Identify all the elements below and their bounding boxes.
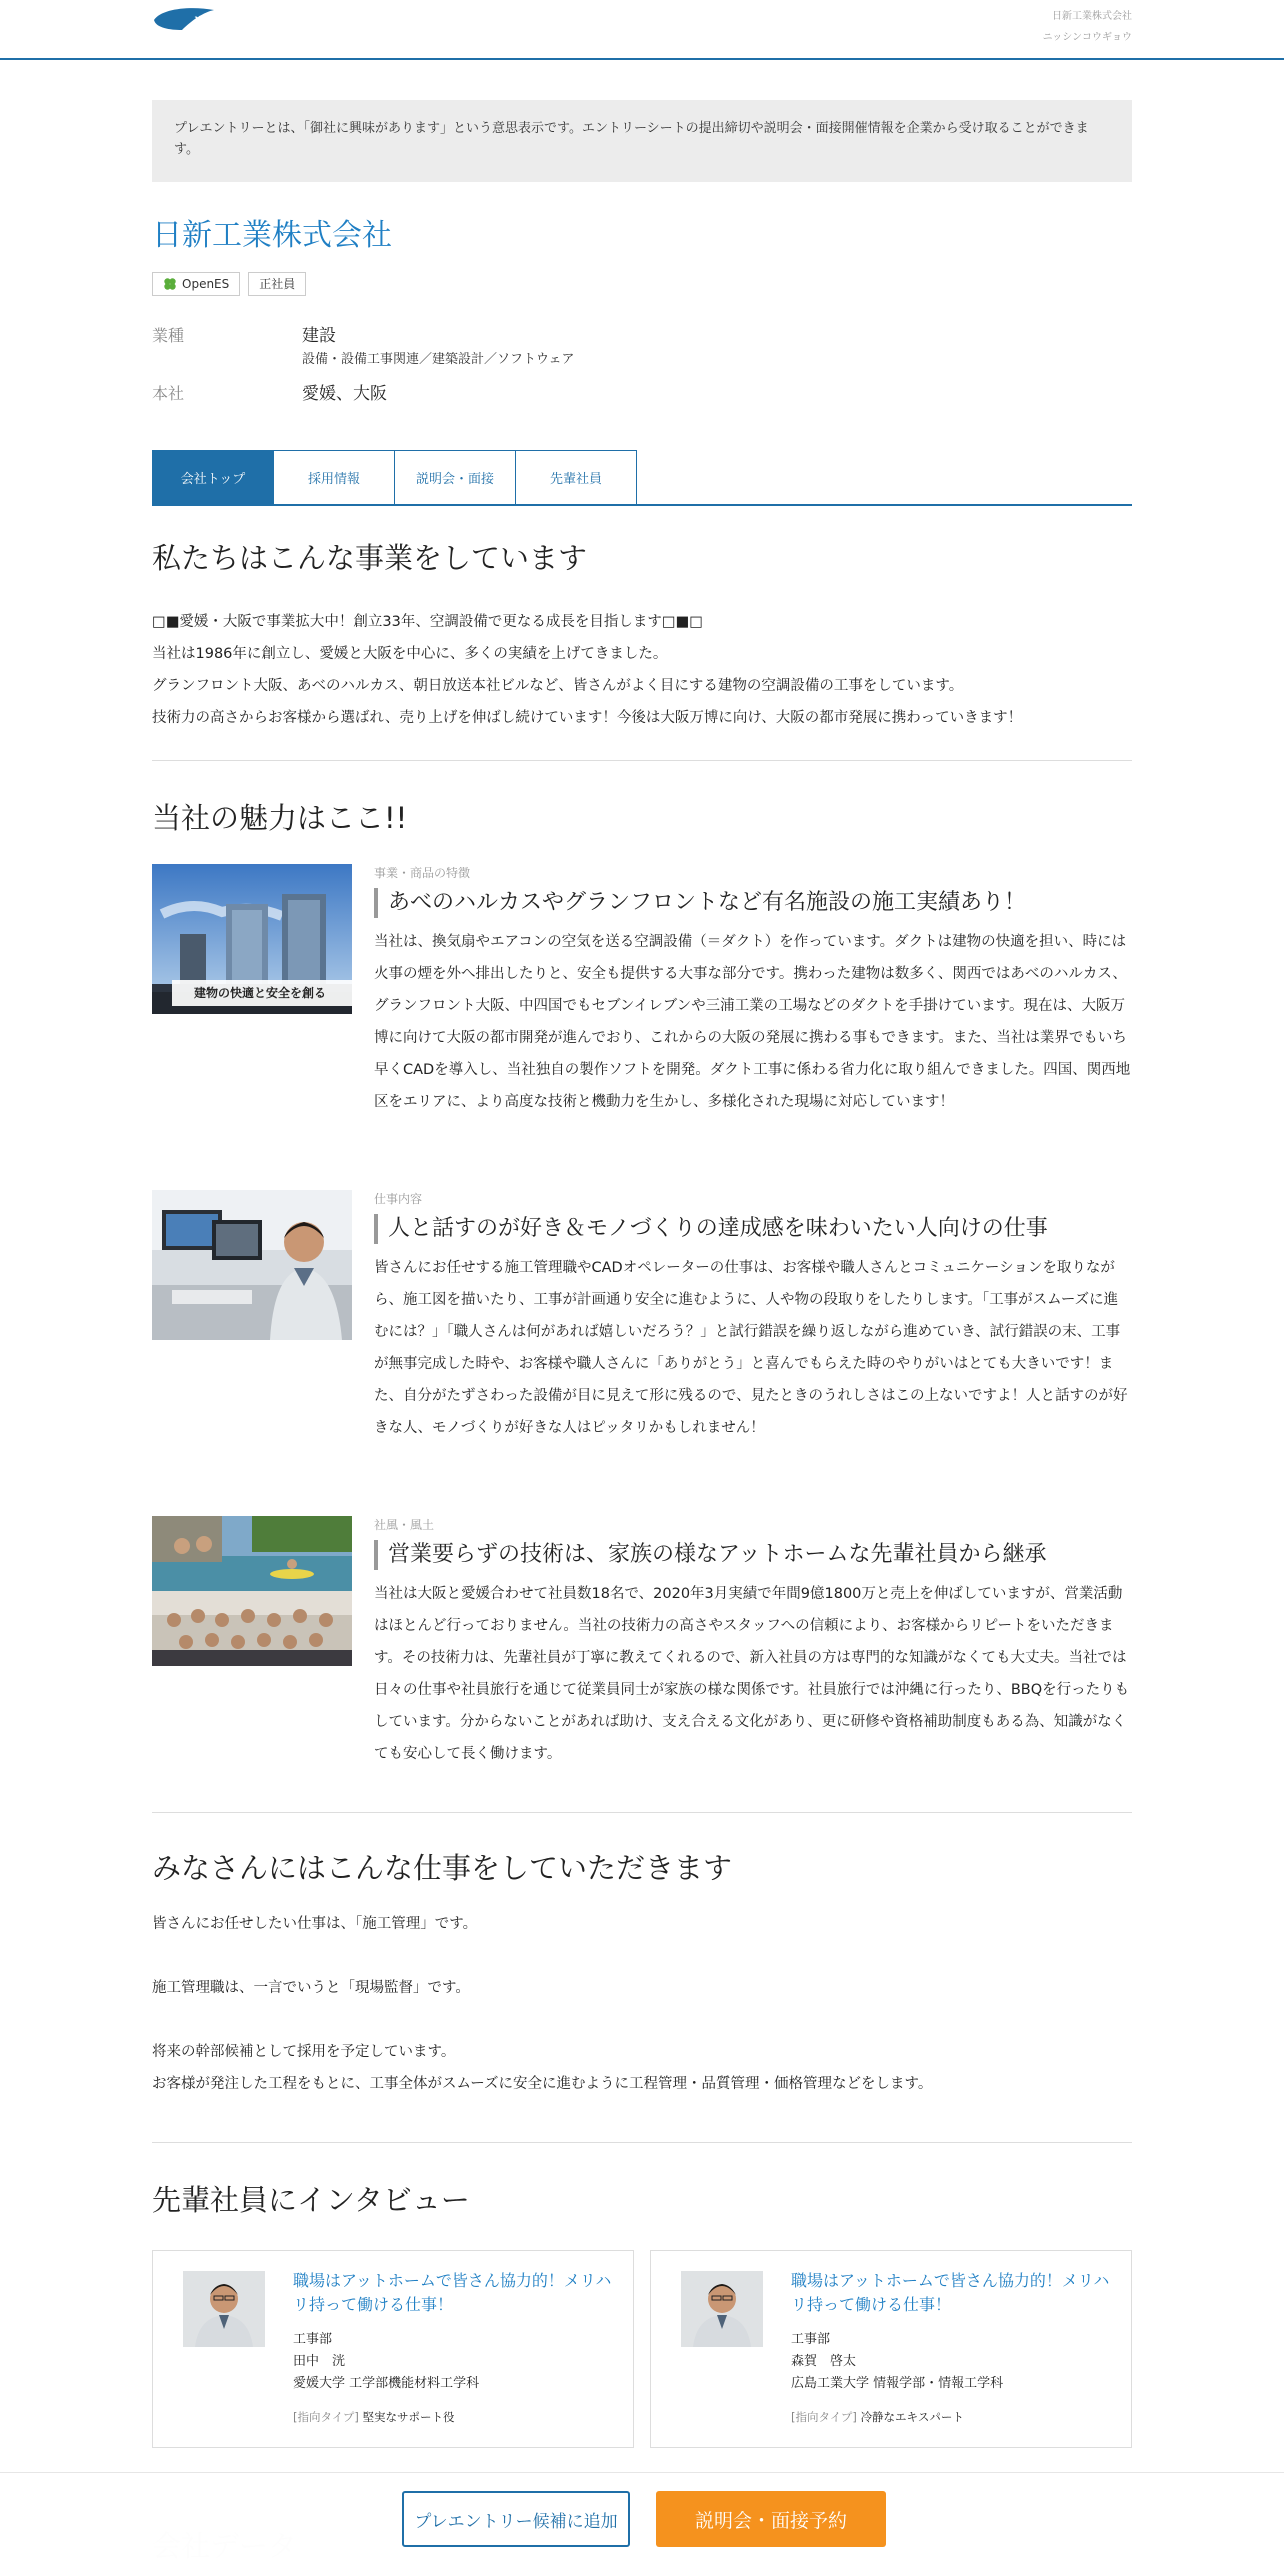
interview-title-link[interactable]: 職場はアットホームで皆さん協力的！メリハリ持って働ける仕事！ (791, 2271, 1110, 2314)
preentry-add-button[interactable]: プレエントリー候補に追加 (402, 2491, 630, 2547)
business-line: グランフロント大阪、あべのハルカス、朝日放送本社ビルなど、皆さんがよく目にする建物の空調設備の工事をしています。 (152, 678, 964, 694)
type-key: [指向タイプ] (791, 2410, 857, 2424)
feature-1-caption: 建物の快適と安全を創る (193, 986, 326, 1000)
rikunabi-logo[interactable] (152, 4, 302, 34)
feature-2 (152, 1190, 1132, 1444)
interview-card-body (293, 2269, 613, 2427)
svg-text:リクナビ2024: リクナビ2024 (192, 15, 280, 30)
tab-recruit-info[interactable]: 採用情報 (273, 450, 395, 504)
business-line: □■愛媛・大阪で事業拡大中！創立33年、空調設備で更なる成長を目指します□■□ (152, 614, 703, 630)
work-line: 施工管理職は、一言でいうと「現場監督」です。 (152, 1980, 470, 1996)
tag-label: OpenES (182, 277, 230, 291)
employee-photo (681, 2271, 763, 2347)
tag-fulltime (248, 272, 306, 296)
feature-2-image (152, 1190, 352, 1340)
feature-2-category: 仕事内容 (374, 1192, 423, 1206)
header-company-kana: ニッシンコウギョウ (1042, 32, 1132, 43)
feature-2-body (374, 1190, 1132, 1444)
employee-type (293, 2407, 613, 2427)
feature-3-image (152, 1516, 352, 1666)
feature-1-text: 当社は、換気扇やエアコンの空気を送る空調設備（＝ダクト）を作っています。ダクトは建物の快適を担い、時には火事の煙を外へ排出したりと、安全も提供する大事な部分です。携わった建物は数多く、関西ではあべのハルカス、グランフロント大阪、中四国でもセブンイレブンや三浦工業の工場などのダクトを手掛けています。現在は、大阪万博に向けて大阪の都市開発が進んでおり、これからの大阪の発展に携わる事もできます。また、当社は業界でもいち早くCADを導入し、当社独自の製作ソフトを開発。ダクト工事に係わる省力化に取り組んできました。四国、関西地区をエリアに、より高度な技術と機動力を生かし、多様化された現場に対応しています！ (374, 934, 1131, 1110)
appeal-title: 当社の魅力はここ!! (152, 801, 408, 835)
tab-seniors[interactable]: 先輩社員 (515, 450, 637, 504)
company-name: 日新工業株式会社 (152, 218, 392, 253)
tab-company-top[interactable]: 会社トップ (152, 450, 274, 504)
feature-1 (152, 864, 1132, 1118)
tag-openes (152, 272, 240, 296)
employee-type (791, 2407, 1111, 2427)
employee-dept: 工事部 (293, 2332, 333, 2347)
type-key: [指向タイプ] (293, 2410, 359, 2424)
feature-1-body (374, 864, 1132, 1118)
work-line: お客様が発注した工程をもとに、工事全体がスムーズに安全に進むように工程管理・品質管理・価格管理などをします。 (152, 2076, 933, 2092)
divider (152, 2142, 1132, 2143)
interview-card-body (791, 2269, 1111, 2427)
business-title: 私たちはこんな事業をしています (152, 541, 588, 575)
feature-3-body (374, 1516, 1132, 1770)
interview-cards (152, 2250, 1132, 2448)
employee-school: 広島工業大学 情報学部・情報工学科 (791, 2376, 1004, 2391)
industry-sub: 設備・設備工事関連／建築設計／ソフトウェア (302, 352, 575, 367)
info-hq-row (152, 380, 1132, 408)
interview-card[interactable] (650, 2250, 1132, 2448)
avatar (183, 2271, 265, 2347)
header-company-name: 日新工業株式会社 (1052, 11, 1132, 22)
team-photos (152, 1516, 352, 1666)
industry-value: 建設 (302, 326, 336, 346)
seminar-reserve-button[interactable]: 説明会・面接予約 (656, 2491, 886, 2547)
type-value: 堅実なサポート役 (362, 2410, 455, 2424)
business-text (152, 606, 1132, 734)
info-industry-row (152, 322, 1132, 370)
interview-card[interactable] (152, 2250, 634, 2448)
tab-seminar[interactable]: 説明会・面接 (394, 450, 516, 504)
company-tags (152, 272, 1132, 296)
feature-2-text: 皆さんにお任せする施工管理職やCADオペレーターの仕事は、お客様や職人さんとコミュニケーションを取りながら、施工図を描いたり、工事が計画通り安全に進むように、人や物の段取りをしたりします。「工事がスムーズに進むには？」「職人さんは何があれば嬉しいだろう？」と試行錯誤を繰り返しながら進めていき、試行錯誤の末、工事が無事完成した時や、お客様や職人さんに「ありがとう」と喜んでもらえた時のやりがいはとても大きいです！また、自分がたずさわった設備が目に見えて形に残るので、見たときのうれしさはこの上ないですよ！人と話すのが好きな人、モノづくりが好きな人はピッタリかもしれません！ (374, 1260, 1128, 1436)
work-spacer (152, 1940, 1132, 1972)
employee-school: 愛媛大学 工学部機能材料工学科 (293, 2376, 480, 2391)
employee-name: 田中 洸 (293, 2354, 346, 2369)
feature-3-text: 当社は大阪と愛媛合わせて社員数18名で、2020年3月実績で年間9億1800万と売上を伸ばしていますが、営業活動はほとんど行っておりません。当社の技術力の高さやスタッフへの信頼により、お客様からリピートをいただきます。その技術力は、先輩社員が丁寧に教えてくれるので、新入社員の方は専門的な知識がなくても大丈夫。当社では日々の仕事や社員旅行を通じて従業員同士が家族の様な関係です。社員旅行では沖縄に行ったり、BBQを行ったりもしています。分からないことがあれば助け、支え合える文化があり、更に研修や資格補助制度もある為、知識がなくても安心して長く働けます。 (374, 1586, 1130, 1762)
hq-value: 愛媛、大阪 (302, 384, 387, 404)
work-spacer (152, 2004, 1132, 2036)
type-value: 冷静なエキスパート (860, 2410, 964, 2424)
employee-name: 森賀 啓太 (791, 2354, 857, 2369)
divider (152, 760, 1132, 761)
feature-3 (152, 1516, 1132, 1770)
business-line: 当社は1986年に創立し、愛媛と大阪を中心に、多くの実績を上げてきました。 (152, 646, 668, 662)
interview-title: 先輩社員にインタビュー (152, 2183, 470, 2217)
company-tabs (152, 450, 1132, 506)
avatar (681, 2271, 763, 2347)
sticky-action-bar (0, 2472, 1284, 2569)
feature-1-title: あべのハルカスやグランフロントなど有名施設の施工実績あり！ (374, 888, 1132, 918)
feature-3-title: 営業要らずの技術は、家族の様なアットホームな先輩社員から継承 (374, 1540, 1132, 1570)
header-company (1043, 6, 1132, 48)
preentry-notice: プレエントリーとは、「御社に興味があります」という意思表示です。エントリーシートの提出締切や説明会・面接開催情報を企業から受け取ることができます。 (152, 100, 1132, 182)
feature-1-category: 事業・商品の特徴 (374, 866, 471, 880)
work-title: みなさんにはこんな仕事をしていただきます (152, 1851, 733, 1885)
company-info (152, 322, 1132, 418)
tag-label: 正社員 (259, 277, 296, 291)
work-text (152, 1908, 1132, 2100)
office-worker-photo (152, 1190, 352, 1340)
employee-photo (183, 2271, 265, 2347)
site-header (0, 0, 1284, 60)
business-line: 技術力の高さからお客様から選ばれ、売り上げを伸ばし続けています！今後は大阪万博に向け、大阪の都市発展に携わっていきます！ (152, 710, 1023, 726)
work-line: 将来の幹部候補として採用を予定しています。 (152, 2044, 456, 2060)
clover-icon (163, 277, 177, 291)
industry-label: 業種 (152, 326, 185, 345)
work-line: 皆さんにお任せしたい仕事は、「施工管理」です。 (152, 1916, 478, 1932)
feature-2-title: 人と話すのが好き＆モノづくりの達成感を味わいたい人向けの仕事 (374, 1214, 1132, 1244)
interview-title-link[interactable]: 職場はアットホームで皆さん協力的！メリハリ持って働ける仕事！ (293, 2271, 612, 2314)
employee-dept: 工事部 (791, 2332, 831, 2347)
feature-1-image (152, 864, 352, 1014)
feature-3-category: 社風・風土 (374, 1518, 435, 1532)
hq-label: 本社 (152, 384, 185, 403)
divider (152, 1812, 1132, 1813)
